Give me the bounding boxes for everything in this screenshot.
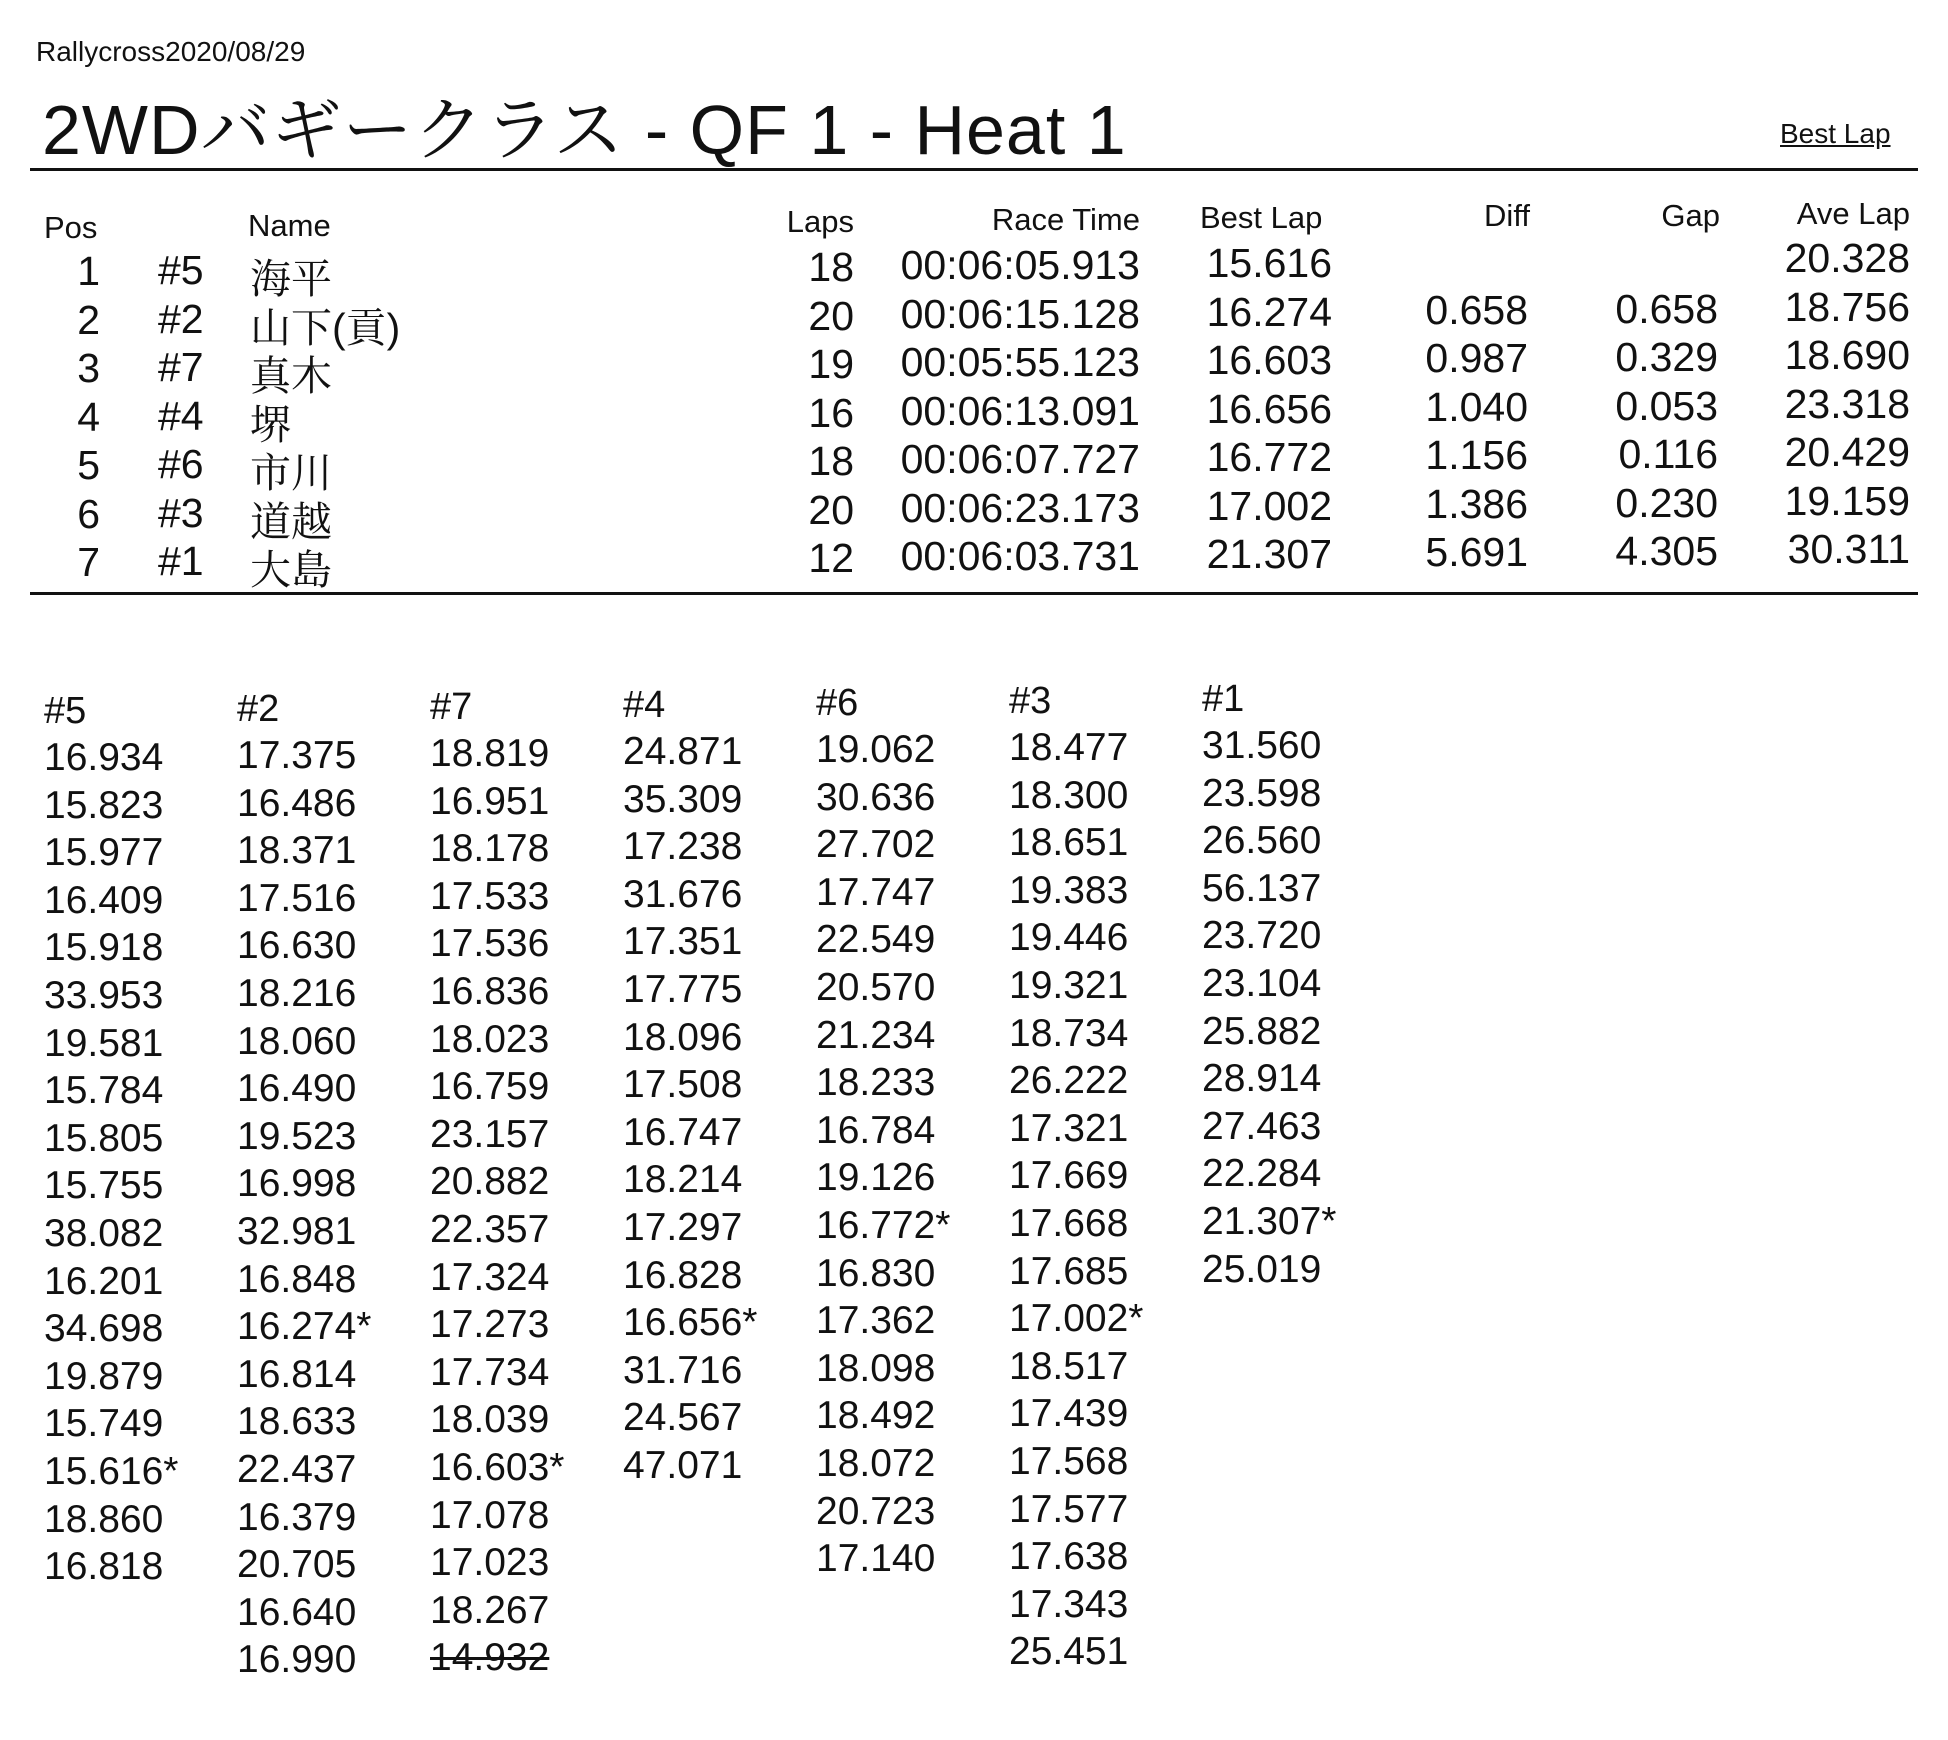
lap-time: 15.977 xyxy=(44,831,164,875)
lap-time: 20.723 xyxy=(816,1489,936,1533)
lap-time: 18.216 xyxy=(237,971,357,1015)
lap-time: 22.549 xyxy=(816,918,936,962)
lap-time: 21.234 xyxy=(816,1013,936,1057)
result-name: 道越 xyxy=(250,498,332,545)
result-gap: 0.658 xyxy=(1615,285,1718,332)
lap-time: 20.882 xyxy=(430,1160,550,1204)
lap-time: 17.747 xyxy=(816,870,936,914)
lap-time: 17.685 xyxy=(1009,1249,1129,1293)
lap-time: 24.871 xyxy=(623,730,743,773)
result-pos: 6 xyxy=(77,490,100,537)
lap-time: 18.860 xyxy=(44,1497,164,1541)
lap-time: 17.273 xyxy=(430,1303,550,1347)
lap-time: 23.598 xyxy=(1202,771,1322,815)
lap-time: 17.362 xyxy=(816,1299,936,1343)
lap-time: 28.914 xyxy=(1202,1057,1322,1101)
lap-time: 16.830 xyxy=(816,1251,936,1295)
lap-time: 19.523 xyxy=(237,1114,357,1158)
result-race-time: 00:06:07.727 xyxy=(900,436,1140,482)
lap-time: 17.351 xyxy=(623,920,743,964)
lap-time: 18.651 xyxy=(1009,821,1129,865)
lap-time: 33.953 xyxy=(44,973,164,1017)
result-race-time: 00:06:13.091 xyxy=(900,387,1140,434)
lap-time: 20.705 xyxy=(237,1543,357,1587)
result-diff: 0.987 xyxy=(1425,335,1528,381)
lap-time: 17.297 xyxy=(623,1205,743,1249)
result-ave-lap: 30.311 xyxy=(1787,526,1910,572)
result-ave-lap: 19.159 xyxy=(1784,477,1910,524)
results-divider xyxy=(30,592,1918,595)
result-ave-lap: 18.756 xyxy=(1784,283,1910,330)
result-name: 市川 xyxy=(250,450,332,496)
lap-time: 17.238 xyxy=(623,825,743,869)
result-pos: 7 xyxy=(77,539,100,585)
lap-time: 17.439 xyxy=(1009,1392,1129,1436)
lap-time: 27.702 xyxy=(816,823,936,867)
result-gap: 0.116 xyxy=(1618,431,1718,477)
lap-time: 21.307* xyxy=(1202,1199,1337,1243)
result-best-lap: 15.616 xyxy=(1206,240,1332,286)
lap-time: 16.490 xyxy=(237,1067,357,1111)
result-car: #4 xyxy=(158,392,204,439)
lap-time: 18.819 xyxy=(430,732,550,775)
lap-time: 17.508 xyxy=(623,1063,743,1107)
result-ave-lap: 20.429 xyxy=(1784,429,1910,475)
lap-time: 18.039 xyxy=(430,1398,550,1442)
result-laps: 20 xyxy=(808,292,854,339)
result-race-time: 00:05:55.123 xyxy=(900,339,1140,385)
lap-time: 17.375 xyxy=(237,734,357,777)
lap-time: 35.309 xyxy=(623,777,743,821)
result-race-time: 00:06:23.173 xyxy=(900,484,1140,531)
lap-column-car: #1 xyxy=(1202,678,1245,720)
lap-time: 16.759 xyxy=(430,1065,550,1109)
col-header-name: Name xyxy=(248,208,331,243)
lap-time: 25.882 xyxy=(1202,1009,1322,1053)
lap-time: 18.477 xyxy=(1009,726,1129,769)
lap-time: 19.126 xyxy=(816,1156,936,1200)
result-car: #3 xyxy=(158,489,204,536)
lap-time: 16.934 xyxy=(44,736,164,779)
lap-time: 17.669 xyxy=(1009,1154,1129,1198)
result-best-lap: 21.307 xyxy=(1206,531,1332,577)
col-header-race-time: Race Time xyxy=(991,202,1140,237)
lap-time: 18.178 xyxy=(430,827,550,871)
lap-time: 18.371 xyxy=(237,829,357,873)
result-diff: 0.658 xyxy=(1425,286,1528,333)
lap-time: 31.676 xyxy=(623,872,743,916)
result-name: 大島 xyxy=(250,547,332,593)
result-name: 海平 xyxy=(250,256,332,302)
lap-time: 18.060 xyxy=(237,1019,357,1063)
col-header-diff: Diff xyxy=(1484,198,1530,233)
lap-time: 23.720 xyxy=(1202,914,1322,958)
result-race-time: 00:06:03.731 xyxy=(900,533,1140,579)
result-ave-lap: 18.690 xyxy=(1784,332,1910,378)
lap-time: 18.072 xyxy=(816,1441,936,1485)
lap-time: 16.828 xyxy=(623,1253,743,1297)
lap-time: 17.002* xyxy=(1009,1297,1144,1341)
lap-time: 15.755 xyxy=(44,1164,164,1208)
lap-time: 17.321 xyxy=(1009,1106,1129,1150)
result-gap: 0.053 xyxy=(1615,382,1718,429)
col-header-best-lap: Best Lap xyxy=(1200,200,1323,235)
lap-time: 16.747 xyxy=(623,1110,743,1154)
lap-time: 18.633 xyxy=(237,1400,357,1444)
result-car: #1 xyxy=(158,538,204,584)
lap-time: 16.784 xyxy=(816,1108,936,1152)
lap-time: 17.343 xyxy=(1009,1582,1129,1626)
result-best-lap: 16.274 xyxy=(1206,288,1332,335)
lap-column-car: #6 xyxy=(816,682,859,724)
lap-time: 16.640 xyxy=(237,1590,357,1634)
result-gap: 0.329 xyxy=(1615,334,1718,380)
lap-time: 19.383 xyxy=(1009,868,1129,912)
result-gap: 4.305 xyxy=(1615,528,1718,574)
lap-time: 16.990 xyxy=(237,1638,357,1682)
lap-time: 19.581 xyxy=(44,1021,164,1065)
col-header-pos: Pos xyxy=(44,210,98,245)
lap-time: 17.568 xyxy=(1009,1439,1129,1483)
lap-time: 15.823 xyxy=(44,783,164,827)
lap-time: 18.267 xyxy=(430,1588,550,1632)
lap-time: 18.233 xyxy=(816,1061,936,1105)
lap-time: 32.981 xyxy=(237,1209,357,1253)
lap-time: 18.214 xyxy=(623,1158,743,1202)
result-laps: 12 xyxy=(808,535,854,581)
lap-time: 47.071 xyxy=(623,1443,743,1487)
result-diff: 1.040 xyxy=(1425,383,1528,430)
lap-column-car: #7 xyxy=(430,686,473,728)
result-best-lap: 16.772 xyxy=(1206,434,1332,480)
lap-time: 16.409 xyxy=(44,878,164,922)
lap-time: 18.300 xyxy=(1009,773,1129,817)
lap-column xyxy=(1202,676,1372,1293)
lap-time: 15.918 xyxy=(44,926,164,970)
lap-time: 15.784 xyxy=(44,1069,164,1113)
lap-time: 26.560 xyxy=(1202,819,1322,863)
lap-time: 17.668 xyxy=(1009,1201,1129,1245)
result-diff: 1.156 xyxy=(1425,432,1528,478)
result-diff: 5.691 xyxy=(1425,529,1528,575)
lap-time: 18.096 xyxy=(623,1015,743,1059)
lap-column xyxy=(44,688,214,1591)
lap-time: 19.446 xyxy=(1009,916,1129,960)
result-best-lap: 16.656 xyxy=(1206,385,1332,432)
result-best-lap: 16.603 xyxy=(1206,337,1332,383)
result-ave-lap: 20.328 xyxy=(1784,235,1910,281)
lap-time: 20.570 xyxy=(816,965,936,1009)
result-laps: 20 xyxy=(808,486,854,533)
lap-column xyxy=(430,684,600,1682)
lap-time: 23.157 xyxy=(430,1112,550,1156)
event-date: Rallycross2020/08/29 xyxy=(36,36,306,67)
result-name: 山下(貢) xyxy=(250,304,401,351)
sort-label: Best Lap xyxy=(1780,118,1891,149)
lap-time: 16.836 xyxy=(430,969,550,1013)
lap-time: 17.533 xyxy=(430,874,550,918)
lap-time: 38.082 xyxy=(44,1211,164,1255)
result-pos: 4 xyxy=(77,393,100,440)
result-car: #5 xyxy=(158,247,204,293)
lap-column-car: #3 xyxy=(1009,680,1052,722)
lap-time: 16.486 xyxy=(237,781,357,825)
lap-time: 15.805 xyxy=(44,1116,164,1160)
col-header-gap: Gap xyxy=(1661,198,1720,233)
result-name: 真木 xyxy=(250,353,332,399)
lap-time: 18.023 xyxy=(430,1017,550,1061)
lap-time: 24.567 xyxy=(623,1396,743,1440)
lap-time: 27.463 xyxy=(1202,1104,1322,1148)
lap-time: 19.879 xyxy=(44,1354,164,1398)
lap-time: 18.734 xyxy=(1009,1011,1129,1055)
result-diff: 1.386 xyxy=(1425,480,1528,527)
lap-column xyxy=(237,686,407,1684)
lap-time: 17.536 xyxy=(430,922,550,966)
lap-column xyxy=(816,680,986,1583)
lap-time: 16.818 xyxy=(44,1545,164,1589)
lap-time: 16.274* xyxy=(237,1305,372,1349)
lap-time: 22.437 xyxy=(237,1447,357,1491)
lap-time: 16.951 xyxy=(430,779,550,823)
col-header-laps: Laps xyxy=(786,204,854,239)
lap-time: 16.848 xyxy=(237,1257,357,1301)
result-best-lap: 17.002 xyxy=(1206,482,1332,529)
result-race-time: 00:06:05.913 xyxy=(900,242,1140,288)
result-laps: 16 xyxy=(808,389,854,436)
lap-time: 22.357 xyxy=(430,1207,550,1251)
lap-time: 56.137 xyxy=(1202,866,1322,910)
lap-time: 17.516 xyxy=(237,876,357,920)
lap-time: 26.222 xyxy=(1009,1059,1129,1103)
page-title: 2WDバギークラス - QF 1 - Heat 1 xyxy=(42,91,1127,169)
result-car: #7 xyxy=(158,344,204,390)
lap-time: 17.775 xyxy=(623,967,743,1011)
col-header-ave-lap: Ave Lap xyxy=(1796,196,1910,231)
lap-time: 16.998 xyxy=(237,1162,357,1206)
lap-time: 17.734 xyxy=(430,1350,550,1394)
result-laps: 19 xyxy=(808,341,854,387)
lap-column-car: #5 xyxy=(44,690,87,732)
result-name: 堺 xyxy=(250,401,291,448)
result-laps: 18 xyxy=(808,438,854,484)
lap-time: 16.814 xyxy=(237,1352,357,1396)
result-pos: 3 xyxy=(77,345,100,391)
lap-time: 19.321 xyxy=(1009,963,1129,1007)
lap-time: 17.140 xyxy=(816,1537,936,1581)
lap-time: 30.636 xyxy=(816,775,936,819)
result-ave-lap: 23.318 xyxy=(1784,380,1910,427)
result-car: #6 xyxy=(158,441,204,487)
lap-time: 25.451 xyxy=(1009,1630,1129,1674)
lap-column xyxy=(623,682,793,1490)
lap-time: 16.656* xyxy=(623,1301,758,1345)
lap-time: 18.517 xyxy=(1009,1344,1129,1388)
result-pos: 2 xyxy=(77,296,100,343)
result-laps: 18 xyxy=(808,244,854,290)
lap-time: 17.324 xyxy=(430,1255,550,1299)
lap-time: 14.932 xyxy=(430,1636,550,1680)
lap-time: 31.716 xyxy=(623,1348,743,1392)
lap-time: 15.749 xyxy=(44,1402,164,1446)
result-car: #2 xyxy=(158,295,204,342)
lap-time: 16.379 xyxy=(237,1495,357,1539)
lap-time: 16.772* xyxy=(816,1203,951,1247)
lap-time: 16.201 xyxy=(44,1259,164,1303)
top-divider xyxy=(30,168,1918,171)
lap-column-car: #4 xyxy=(623,684,666,726)
lap-time: 17.638 xyxy=(1009,1535,1129,1579)
lap-time: 17.023 xyxy=(430,1541,550,1585)
result-pos: 1 xyxy=(77,248,100,294)
lap-column-car: #2 xyxy=(237,688,280,730)
lap-time: 34.698 xyxy=(44,1307,164,1351)
lap-time: 17.078 xyxy=(430,1493,550,1537)
lap-time: 22.284 xyxy=(1202,1152,1322,1196)
result-race-time: 00:06:15.128 xyxy=(900,290,1140,337)
lap-time: 18.492 xyxy=(816,1394,936,1438)
lap-time: 16.630 xyxy=(237,924,357,968)
lap-time: 23.104 xyxy=(1202,961,1322,1005)
result-gap: 0.230 xyxy=(1615,479,1718,526)
lap-time: 16.603* xyxy=(430,1445,565,1489)
lap-time: 31.560 xyxy=(1202,724,1322,767)
lap-time: 19.062 xyxy=(816,728,936,771)
result-pos: 5 xyxy=(77,442,100,488)
lap-time: 25.019 xyxy=(1202,1247,1322,1291)
lap-time: 15.616* xyxy=(44,1449,179,1493)
lap-time: 17.577 xyxy=(1009,1487,1129,1531)
lap-column xyxy=(1009,678,1179,1676)
lap-time: 18.098 xyxy=(816,1346,936,1390)
